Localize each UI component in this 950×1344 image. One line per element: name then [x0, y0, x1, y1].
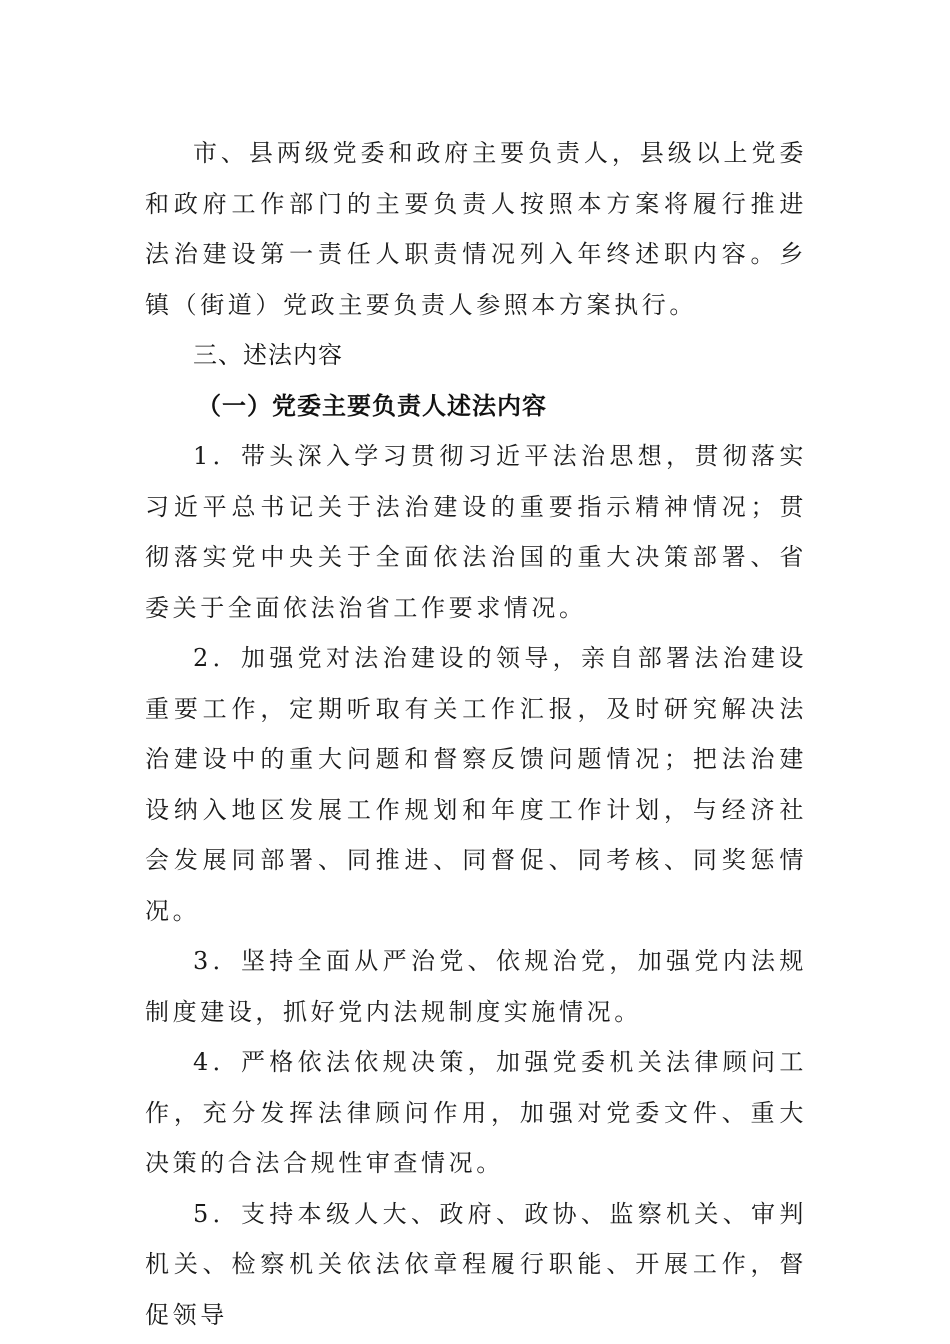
document-body	[145, 128, 807, 1340]
list-item: 5．支持本级人大、政府、政协、监察机关、审判机关、检察机关依法依章程履行职能、开展工作，督促领导	[145, 1199, 807, 1329]
list-item: 4．严格依法依规决策，加强党委机关法律顾问工作，充分发挥法律顾问作用，加强对党委文件、重大决策的合法合规性审查情况。	[145, 1048, 807, 1177]
intro-paragraph: 市、县两级党委和政府主要负责人，县级以上党委和政府工作部门的主要负责人按照本方案将履行推进法治建设第一责任人职责情况列入年终述职内容。乡镇（街道）党政主要负责人参照本方案执行。	[145, 139, 807, 319]
subsection-title: （一）党委主要负责人述法内容	[197, 391, 547, 420]
list-item: 3．坚持全面从严治党、依规治党，加强党内法规制度建设，抓好党内法规制度实施情况。	[145, 947, 807, 1026]
list-item: 2．加强党对法治建设的领导，亲自部署法治建设重要工作，定期听取有关工作汇报，及时研究解决法治建设中的重大问题和督察反馈问题情况；把法治建设纳入地区发展工作规划和年度工作计划，与经济社会发展同部署、同推进、同督促、同考核、同奖惩情况。	[145, 644, 807, 925]
list-item: 1．带头深入学习贯彻习近平法治思想，贯彻落实习近平总书记关于法治建设的重要指示精神情况；贯彻落实党中央关于全面依法治国的重大决策部署、省委关于全面依法治省工作要求情况。	[145, 442, 807, 622]
section-title: 三、述法内容	[193, 341, 343, 369]
